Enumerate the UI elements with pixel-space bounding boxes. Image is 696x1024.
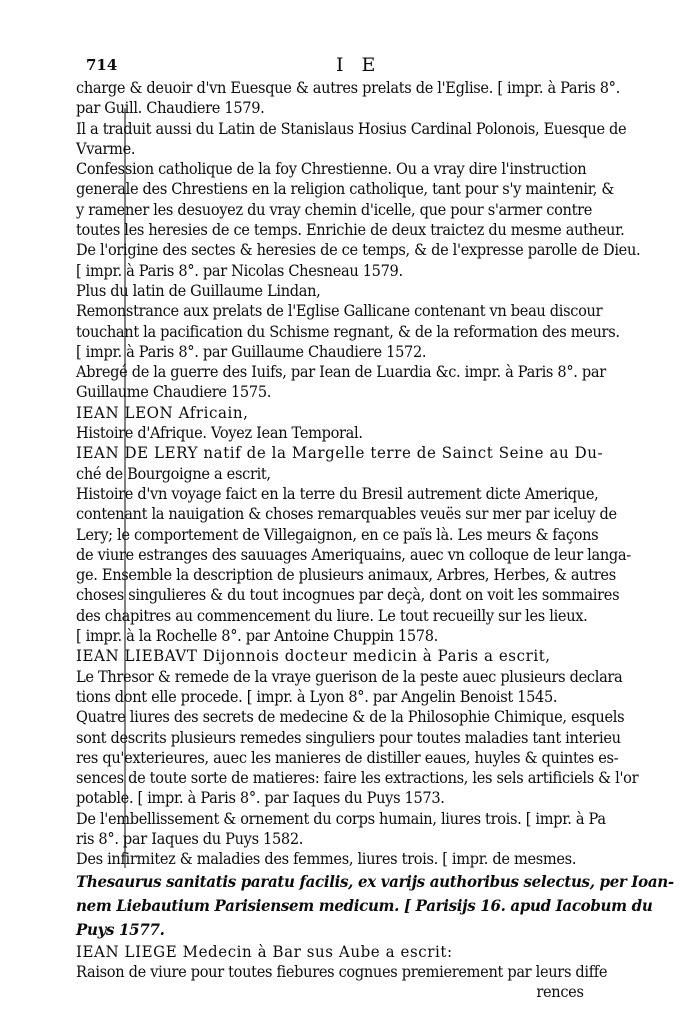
text-line: [ impr. à Paris 8°. par Guillaume Chaudiere 1572. xyxy=(76,342,427,361)
text-line: ge. Ensemble la description de plusieurs animaux, Arbres, Herbes, & autres xyxy=(76,566,616,585)
text-line: De l'origine des sectes & heresies de ce temps, & de l'expresse parolle de Dieu. xyxy=(76,241,641,260)
text-line: ris 8°. par Iaques du Puys 1582. xyxy=(76,829,304,848)
catchword: rences xyxy=(536,983,584,1002)
body-text xyxy=(76,78,674,1002)
text-line: potable. [ impr. à Paris 8°. par Iaques du Puys 1573. xyxy=(76,789,445,808)
author-heading: IEAN LIEGE Medecin à Bar sus Aube a escrit: xyxy=(76,941,453,961)
text-line: Raison de viure pour toutes fiebures cognues premierement par leurs diffe xyxy=(76,962,608,981)
text-line: Guillaume Chaudiere 1575. xyxy=(76,383,272,402)
text-line: Quatre liures des secrets de medecine & de la Philosophie Chimique, esquels xyxy=(76,708,625,727)
page-header xyxy=(0,56,696,80)
text-line: par Guill. Chaudiere 1579. xyxy=(76,99,265,118)
text-line: touchant la pacification du Schisme regnant, & de la reformation des meurs. xyxy=(76,322,620,341)
author-heading: IEAN LEON Africain, xyxy=(76,402,249,422)
text-line: y ramener les desuoyez du vray chemin d'icelle, que pour s'armer contre xyxy=(76,200,593,219)
text-line: Vvarme. xyxy=(76,139,136,158)
text-line: De l'embellissement & ornement du corps humain, liures trois. [ impr. à Pa xyxy=(76,809,606,828)
text-line: Histoire d'Afrique. Voyez Iean Temporal. xyxy=(76,424,363,443)
latin-title-line: Thesaurus sanitatis paratu facilis, ex varijs authoribus selectus, per Ioan- xyxy=(76,871,674,891)
text-line: Remonstrance aux prelats de l'Eglise Gallicane contenant vn beau discour xyxy=(76,302,603,321)
text-line: [ impr. à Paris 8°. par Nicolas Chesneau 1579. xyxy=(76,261,403,280)
page-number: 714 xyxy=(86,56,118,74)
text-line: charge & deuoir d'vn Euesque & autres prelats de l'Eglise. [ impr. à Paris 8°. xyxy=(76,79,620,97)
author-heading: IEAN LIEBAVT Dijonnois docteur medicin à Paris a escrit, xyxy=(76,646,551,666)
text-line: sont descrits plusieurs remedes singuliers pour toutes maladies tant interieu xyxy=(76,728,621,747)
running-head: I E xyxy=(336,54,382,76)
text-line: Il a traduit aussi du Latin de Stanislaus Hosius Cardinal Polonois, Euesque de xyxy=(76,119,627,138)
author-heading: IEAN DE LERY natif de la Margelle terre de Sainct Seine au Du- xyxy=(76,443,604,463)
text-line: Histoire d'vn voyage faict en la terre du Bresil autrement dicte Amerique, xyxy=(76,484,599,503)
text-line: Abregé de la guerre des Iuifs, par Iean de Luardia &c. impr. à Paris 8°. par xyxy=(76,363,606,382)
text-line: sences de toute sorte de matieres: faire les extractions, les sels artificiels & l'or xyxy=(76,769,639,788)
text-line: Lery; le comportement de Villegaignon, en ce païs là. Les meurs & façons xyxy=(76,525,599,544)
text-line: ché de Bourgoigne a escrit, xyxy=(76,464,271,483)
latin-title-line: Puys 1577. xyxy=(76,919,165,939)
text-line: contenant la nauigation & choses remarquables veuës sur mer par iceluy de xyxy=(76,505,617,524)
text-line: generale des Chrestiens en la religion catholique, tant pour s'y maintenir, & xyxy=(76,180,615,199)
text-line: Des infirmitez & maladies des femmes, liures trois. [ impr. de mesmes. xyxy=(76,850,577,869)
text-line: res qu'exterieures, auec les manieres de distiller eaues, huyles & quintes es- xyxy=(76,748,619,767)
text-line: tions dont elle procede. [ impr. à Lyon 8°. par Angelin Benoist 1545. xyxy=(76,687,558,706)
latin-title-line: nem Liebautium Parisiensem medicum. [ Parisijs 16. apud Iacobum du xyxy=(76,895,653,915)
text-line: Plus du latin de Guillaume Lindan, xyxy=(76,281,321,300)
text-line: de viure estranges des sauuages Ameriquains, auec vn colloque de leur langa- xyxy=(76,545,631,564)
text-line: choses singulieres & du tout incognues par deçà, dont on voit les sommaires xyxy=(76,586,620,605)
text-line: [ impr. à la Rochelle 8°. par Antoine Chuppin 1578. xyxy=(76,627,438,646)
text-line: des chapitres au commencement du liure. Le tout recueilly sur les lieux. xyxy=(76,606,588,625)
text-line: Le Thresor & remede de la vraye guerison de la peste auec plusieurs declara xyxy=(76,667,623,686)
text-line: toutes les heresies de ce temps. Enrichie de deux traictez du mesme autheur. xyxy=(76,221,625,240)
text-line: Confession catholique de la foy Chrestienne. Ou a vray dire l'instruction xyxy=(76,160,587,179)
